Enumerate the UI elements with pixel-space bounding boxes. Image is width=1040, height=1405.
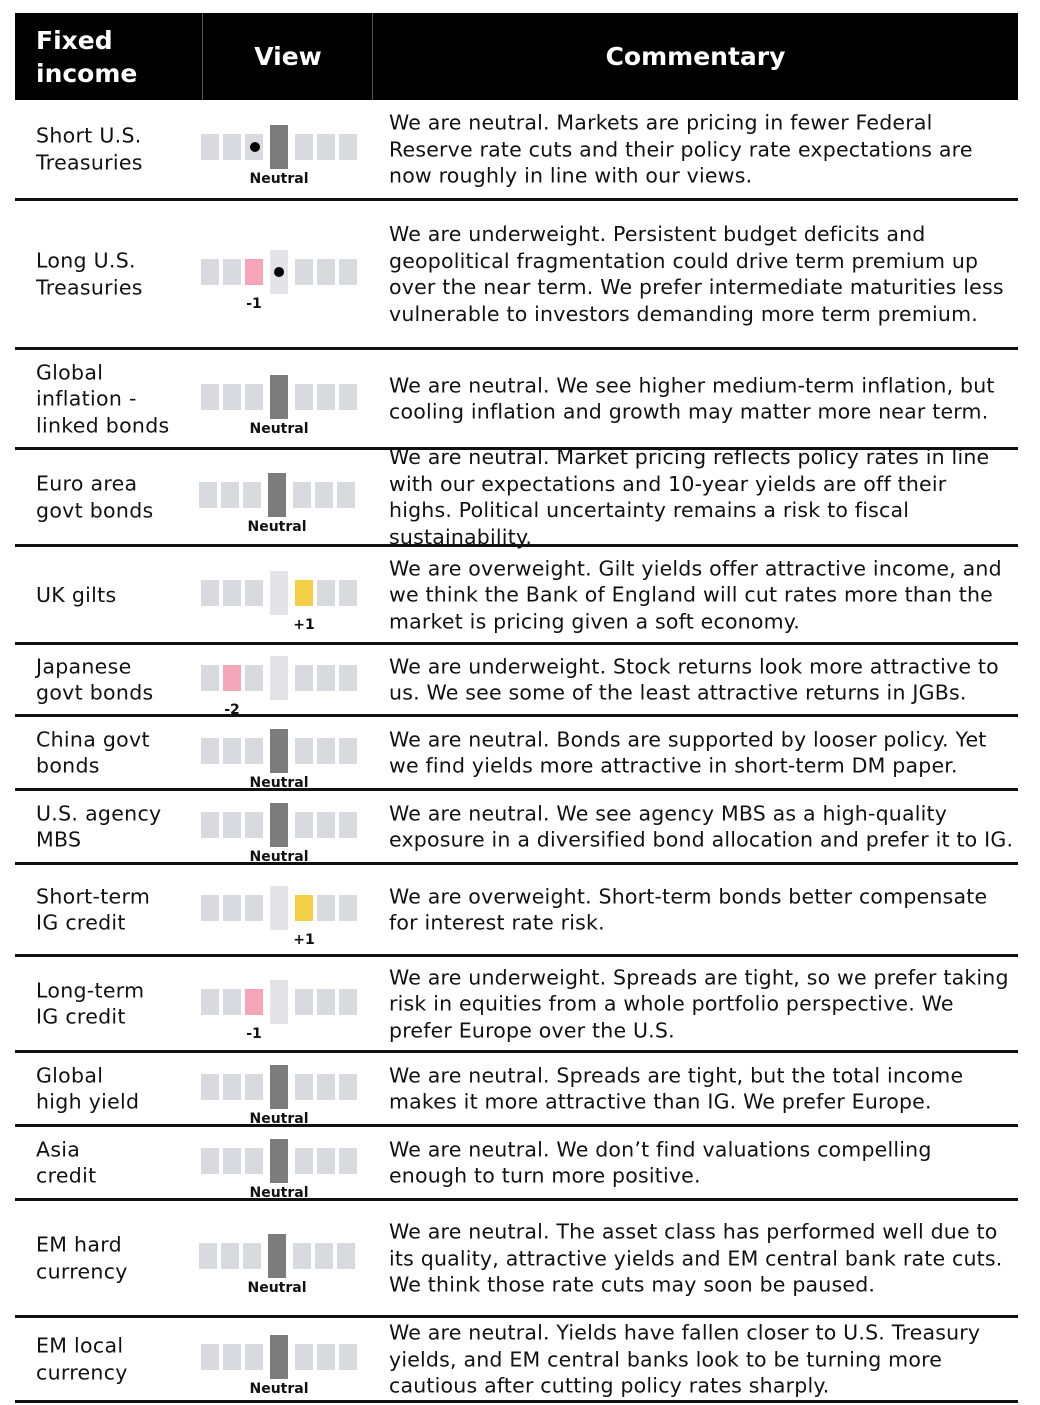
gauge-segment (293, 1243, 311, 1269)
gauge-segment (295, 665, 313, 691)
gauge-segment (317, 738, 335, 764)
gauge-segment (337, 1243, 355, 1269)
gauge-segment (295, 259, 313, 285)
gauge-segment (223, 1148, 241, 1174)
table-row (15, 865, 1018, 957)
gauge-segment (201, 1148, 219, 1174)
commentary-text: We are neutral. The asset class has performed well due to its quality, attractive yields and EM central bank rate cuts. We think those rate cuts may soon be paused. (389, 1219, 1003, 1297)
gauge-segment (317, 134, 335, 160)
gauge-segment (295, 384, 313, 410)
commentary-text: We are neutral. Bonds are supported by looser policy. Yet we find yields more attractive in short-term DM paper. (389, 727, 987, 778)
view-gauge (201, 577, 357, 633)
view-gauge (201, 1071, 357, 1127)
gauge-segment (270, 1065, 288, 1109)
gauge-segment (317, 989, 335, 1015)
gauge-segment (243, 1243, 261, 1269)
gauge-segment (315, 1243, 333, 1269)
asset-name: Short U.S. Treasuries (36, 123, 143, 174)
asset-name: Japanese govt bonds (36, 654, 154, 705)
asset-name: Asia credit (36, 1137, 97, 1188)
view-label: +1 (293, 616, 315, 633)
commentary-text: We are neutral. We see higher medium-term inflation, but cooling inflation and growth may matter more near term. (389, 373, 995, 424)
gauge-segment (270, 1335, 288, 1379)
asset-name: Long U.S. Treasuries (36, 248, 143, 299)
commentary-text: We are neutral. Spreads are tight, but the total income makes it more attractive than IG. We prefer Europe. (389, 1063, 964, 1114)
view-gauge (201, 986, 357, 1042)
gauge-segment (317, 1148, 335, 1174)
gauge-segment (268, 1234, 286, 1278)
gauge-segment (223, 895, 241, 921)
asset-name: Long-term IG credit (36, 978, 145, 1029)
table-row (15, 100, 1018, 201)
gauge-segment (201, 665, 219, 691)
previous-view-dot-icon (274, 267, 284, 277)
gauge-segment (339, 989, 357, 1015)
gauge-segment (295, 1074, 313, 1100)
commentary-text: We are neutral. We don’t find valuations compelling enough to turn more positive. (389, 1137, 932, 1188)
view-gauge (201, 809, 357, 865)
gauge-segment (293, 482, 311, 508)
gauge-segment (317, 665, 335, 691)
gauge-segment (245, 812, 263, 838)
gauge-segment (339, 384, 357, 410)
gauge-segment (245, 895, 263, 921)
view-label: Neutral (249, 848, 309, 865)
commentary-text: We are underweight. Stock returns look more attractive to us. We see some of the least attractive returns in JGBs. (389, 654, 999, 705)
gauge-segment (295, 134, 313, 160)
commentary-text: We are neutral. Yields have fallen closer to U.S. Treasury yields, and EM central banks look to be turning more cautious after cutting policy rates sharply. (389, 1320, 981, 1398)
gauge-segment (339, 134, 357, 160)
view-label: -2 (224, 701, 240, 718)
table-row (15, 350, 1018, 450)
gauge-segment (245, 989, 263, 1015)
gauge-segment (245, 1344, 263, 1370)
gauge-segment (317, 895, 335, 921)
gauge-segment (270, 729, 288, 773)
gauge-segment (201, 989, 219, 1015)
gauge-segment (270, 1139, 288, 1183)
view-gauge (199, 479, 355, 535)
gauge-segment (317, 259, 335, 285)
table-row (15, 957, 1018, 1053)
view-gauge (201, 662, 357, 718)
commentary-text: We are neutral. Markets are pricing in fewer Federal Reserve rate cuts and their policy rate expectations are now roughly in line with our views. (389, 110, 973, 188)
gauge-segment (295, 895, 313, 921)
asset-name: U.S. agency MBS (36, 801, 162, 852)
table-row (15, 717, 1018, 791)
gauge-segment (245, 580, 263, 606)
gauge-segment (317, 1074, 335, 1100)
gauge-segment (223, 989, 241, 1015)
gauge-segment (201, 134, 219, 160)
gauge-segment (201, 259, 219, 285)
asset-name: Global high yield (36, 1063, 140, 1114)
gauge-segment (268, 473, 286, 517)
gauge-segment (221, 482, 239, 508)
previous-view-dot-icon (250, 142, 260, 152)
gauge-segment (295, 812, 313, 838)
asset-name: EM local currency (36, 1333, 128, 1384)
table-row (15, 1318, 1018, 1403)
table-row (15, 1127, 1018, 1201)
gauge-segment (295, 989, 313, 1015)
view-label: Neutral (249, 420, 309, 437)
commentary-text: We are overweight. Gilt yields offer attractive income, and we think the Bank of England will cut rates more than the market is pricing given a soft economy. (389, 555, 1002, 633)
gauge-segment (223, 259, 241, 285)
gauge-segment (270, 803, 288, 847)
gauge-segment (201, 580, 219, 606)
view-label: Neutral (249, 774, 309, 791)
view-label: Neutral (249, 1110, 309, 1127)
gauge-segment (295, 580, 313, 606)
gauge-segment (201, 738, 219, 764)
gauge-segment (223, 1074, 241, 1100)
commentary-text: We are underweight. Spreads are tight, so we prefer taking risk in equities from a whole portfolio perspective. We prefer Europe over the U.S. (389, 964, 1009, 1042)
gauge-segment (339, 580, 357, 606)
view-gauge (201, 256, 357, 312)
asset-name: Global inflation - linked bonds (36, 359, 170, 437)
table-row (15, 1053, 1018, 1127)
gauge-segment (245, 259, 263, 285)
gauge-segment (339, 895, 357, 921)
gauge-segment (270, 125, 288, 169)
view-gauge (201, 131, 357, 187)
gauge-segment (199, 1243, 217, 1269)
table-row (15, 201, 1018, 350)
gauge-segment (339, 1344, 357, 1370)
gauge-segment (295, 1148, 313, 1174)
view-label: -1 (246, 1025, 262, 1042)
commentary-text: We are overweight. Short-term bonds better compensate for interest rate risk. (389, 884, 988, 935)
gauge-segment (270, 980, 288, 1024)
gauge-segment (339, 812, 357, 838)
table-row (15, 791, 1018, 865)
asset-name: Short-term IG credit (36, 884, 151, 935)
header-view: View (254, 42, 322, 71)
table-row (15, 547, 1018, 645)
view-gauge (199, 1240, 355, 1296)
gauge-segment (243, 482, 261, 508)
gauge-segment (201, 1074, 219, 1100)
gauge-segment (199, 482, 217, 508)
gauge-segment (315, 482, 333, 508)
gauge-segment (223, 738, 241, 764)
gauge-segment (317, 580, 335, 606)
gauge-segment (201, 812, 219, 838)
gauge-segment (317, 812, 335, 838)
view-gauge (201, 1145, 357, 1201)
table-header (15, 13, 1018, 100)
gauge-segment (270, 656, 288, 700)
gauge-segment (245, 738, 263, 764)
gauge-segment (245, 1074, 263, 1100)
gauge-segment (317, 1344, 335, 1370)
view-label: Neutral (249, 1381, 309, 1397)
gauge-segment (223, 665, 241, 691)
gauge-segment (339, 1074, 357, 1100)
gauge-segment (223, 384, 241, 410)
gauge-segment (201, 1344, 219, 1370)
gauge-segment (223, 134, 241, 160)
asset-name: UK gilts (36, 582, 117, 607)
gauge-segment (245, 1148, 263, 1174)
table-row (15, 445, 1018, 549)
view-label: Neutral (249, 171, 309, 187)
view-gauge (201, 1341, 357, 1397)
view-label: +1 (293, 931, 315, 948)
view-gauge (201, 381, 357, 437)
gauge-segment (221, 1243, 239, 1269)
gauge-segment (339, 665, 357, 691)
gauge-segment (317, 384, 335, 410)
gauge-segment (201, 384, 219, 410)
gauge-segment (339, 738, 357, 764)
gauge-segment (223, 812, 241, 838)
gauge-segment (339, 1148, 357, 1174)
view-label: -1 (246, 296, 262, 312)
commentary-text: We are neutral. Market pricing reflects policy rates in line with our expectations and 10-year yields are off their highs. Political uncertainty remains a risk to fiscal sustainability. (389, 445, 990, 549)
view-gauge (201, 892, 357, 948)
header-commentary: Commentary (605, 42, 786, 71)
view-gauge (201, 735, 357, 791)
asset-name: EM hard currency (36, 1232, 128, 1283)
view-label: Neutral (249, 1184, 309, 1201)
gauge-segment (270, 375, 288, 419)
gauge-segment (270, 886, 288, 930)
commentary-text: We are neutral. We see agency MBS as a high-quality exposure in a diversified bond allocation and prefer it to IG. (389, 801, 1014, 852)
gauge-segment (245, 665, 263, 691)
gauge-segment (223, 1344, 241, 1370)
table-row (15, 645, 1018, 717)
commentary-text: We are underweight. Persistent budget deficits and geopolitical fragmentation could drive term premium up over the near term. We prefer intermediate maturities less vulnerable to investors demanding more term premium. (389, 222, 1004, 326)
asset-name: China govt bonds (36, 727, 150, 778)
gauge-segment (201, 895, 219, 921)
gauge-segment (339, 259, 357, 285)
header-fixed-income: Fixed income (36, 25, 138, 88)
gauge-segment (223, 580, 241, 606)
gauge-segment (295, 1344, 313, 1370)
gauge-segment (337, 482, 355, 508)
asset-name: Euro area govt bonds (36, 471, 154, 522)
view-label: Neutral (247, 1280, 307, 1296)
gauge-segment (295, 738, 313, 764)
view-label: Neutral (247, 519, 307, 535)
gauge-segment (245, 384, 263, 410)
table-row (15, 1201, 1018, 1318)
gauge-segment (270, 571, 288, 615)
